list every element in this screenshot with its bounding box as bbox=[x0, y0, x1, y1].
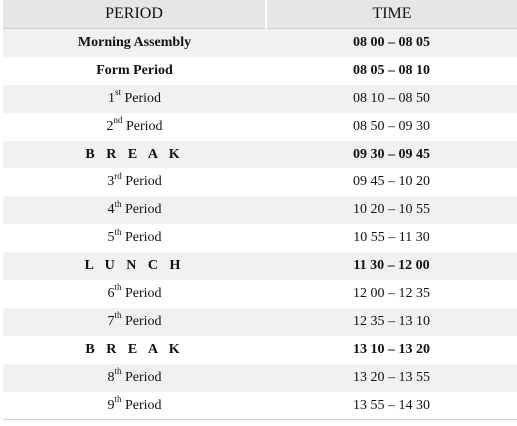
table-row bbox=[3, 336, 517, 364]
header-row bbox=[3, 0, 517, 29]
time-cell: 09 30 – 09 45 bbox=[266, 141, 517, 169]
table-row bbox=[3, 85, 517, 113]
time-cell: 10 55 – 11 30 bbox=[266, 224, 517, 252]
period-number: 2 bbox=[106, 118, 114, 134]
table-row bbox=[3, 392, 517, 420]
period-ordinal-suffix: th bbox=[114, 310, 122, 321]
period-word: Period bbox=[124, 369, 162, 385]
period-ordinal-suffix: th bbox=[114, 198, 122, 209]
period-cell bbox=[3, 308, 266, 336]
period-cell: B R E A K bbox=[3, 141, 266, 169]
table-row bbox=[3, 196, 517, 224]
period-cell bbox=[3, 364, 266, 392]
period-cell bbox=[3, 113, 266, 141]
period-ordinal-suffix: th bbox=[114, 226, 122, 237]
time-cell: 13 55 – 14 30 bbox=[266, 392, 517, 420]
period-number: 9 bbox=[107, 397, 115, 413]
period-number: 4 bbox=[107, 202, 115, 218]
table-row bbox=[3, 168, 517, 196]
time-cell: 08 10 – 08 50 bbox=[266, 85, 517, 113]
period-ordinal-suffix: th bbox=[114, 365, 122, 376]
period-number: 1 bbox=[107, 90, 115, 106]
timetable bbox=[3, 0, 517, 420]
period-cell bbox=[3, 224, 266, 252]
period-cell bbox=[3, 280, 266, 308]
period-word: Period bbox=[124, 230, 162, 246]
period-word: Period bbox=[124, 202, 162, 218]
period-ordinal-suffix: rd bbox=[114, 170, 122, 181]
time-cell: 11 30 – 12 00 bbox=[266, 252, 517, 280]
period-cell: Form Period bbox=[3, 57, 266, 85]
time-cell: 08 05 – 08 10 bbox=[266, 57, 517, 85]
period-number: 6 bbox=[107, 285, 115, 301]
period-cell bbox=[3, 85, 266, 113]
table-row bbox=[3, 364, 517, 392]
period-word: Period bbox=[124, 285, 162, 301]
period-number: 5 bbox=[107, 230, 115, 246]
table-row bbox=[3, 308, 517, 336]
time-cell: 08 00 – 08 05 bbox=[266, 29, 517, 57]
timetable-header bbox=[3, 0, 517, 29]
period-ordinal-suffix: th bbox=[114, 282, 122, 293]
time-cell: 13 20 – 13 55 bbox=[266, 364, 517, 392]
timetable-body bbox=[3, 29, 517, 420]
period-cell: B R E A K bbox=[3, 336, 266, 364]
period-cell bbox=[3, 196, 266, 224]
period-word: Period bbox=[124, 397, 162, 413]
period-ordinal-suffix: nd bbox=[113, 114, 123, 125]
table-row bbox=[3, 29, 517, 57]
table-row bbox=[3, 280, 517, 308]
table-row bbox=[3, 57, 517, 85]
period-number: 8 bbox=[107, 369, 115, 385]
time-cell: 12 35 – 13 10 bbox=[266, 308, 517, 336]
period-word: Period bbox=[125, 118, 163, 134]
table-row bbox=[3, 224, 517, 252]
period-number: 7 bbox=[107, 313, 115, 329]
table-row bbox=[3, 113, 517, 141]
time-cell: 09 45 – 10 20 bbox=[266, 168, 517, 196]
period-ordinal-suffix: st bbox=[114, 87, 121, 98]
time-cell: 10 20 – 10 55 bbox=[266, 196, 517, 224]
time-cell: 13 10 – 13 20 bbox=[266, 336, 517, 364]
table-row bbox=[3, 141, 517, 169]
period-word: Period bbox=[124, 90, 162, 106]
period-column-header: PERIOD bbox=[3, 0, 266, 29]
period-cell: Morning Assembly bbox=[3, 29, 266, 57]
period-word: Period bbox=[125, 174, 162, 190]
period-cell: L U N C H bbox=[3, 252, 266, 280]
period-number: 3 bbox=[107, 174, 115, 190]
table-row bbox=[3, 252, 517, 280]
time-cell: 12 00 – 12 35 bbox=[266, 280, 517, 308]
period-ordinal-suffix: th bbox=[114, 393, 122, 404]
period-cell bbox=[3, 392, 266, 420]
time-column-header: TIME bbox=[266, 0, 517, 29]
period-cell bbox=[3, 168, 266, 196]
period-word: Period bbox=[124, 313, 162, 329]
time-cell: 08 50 – 09 30 bbox=[266, 113, 517, 141]
